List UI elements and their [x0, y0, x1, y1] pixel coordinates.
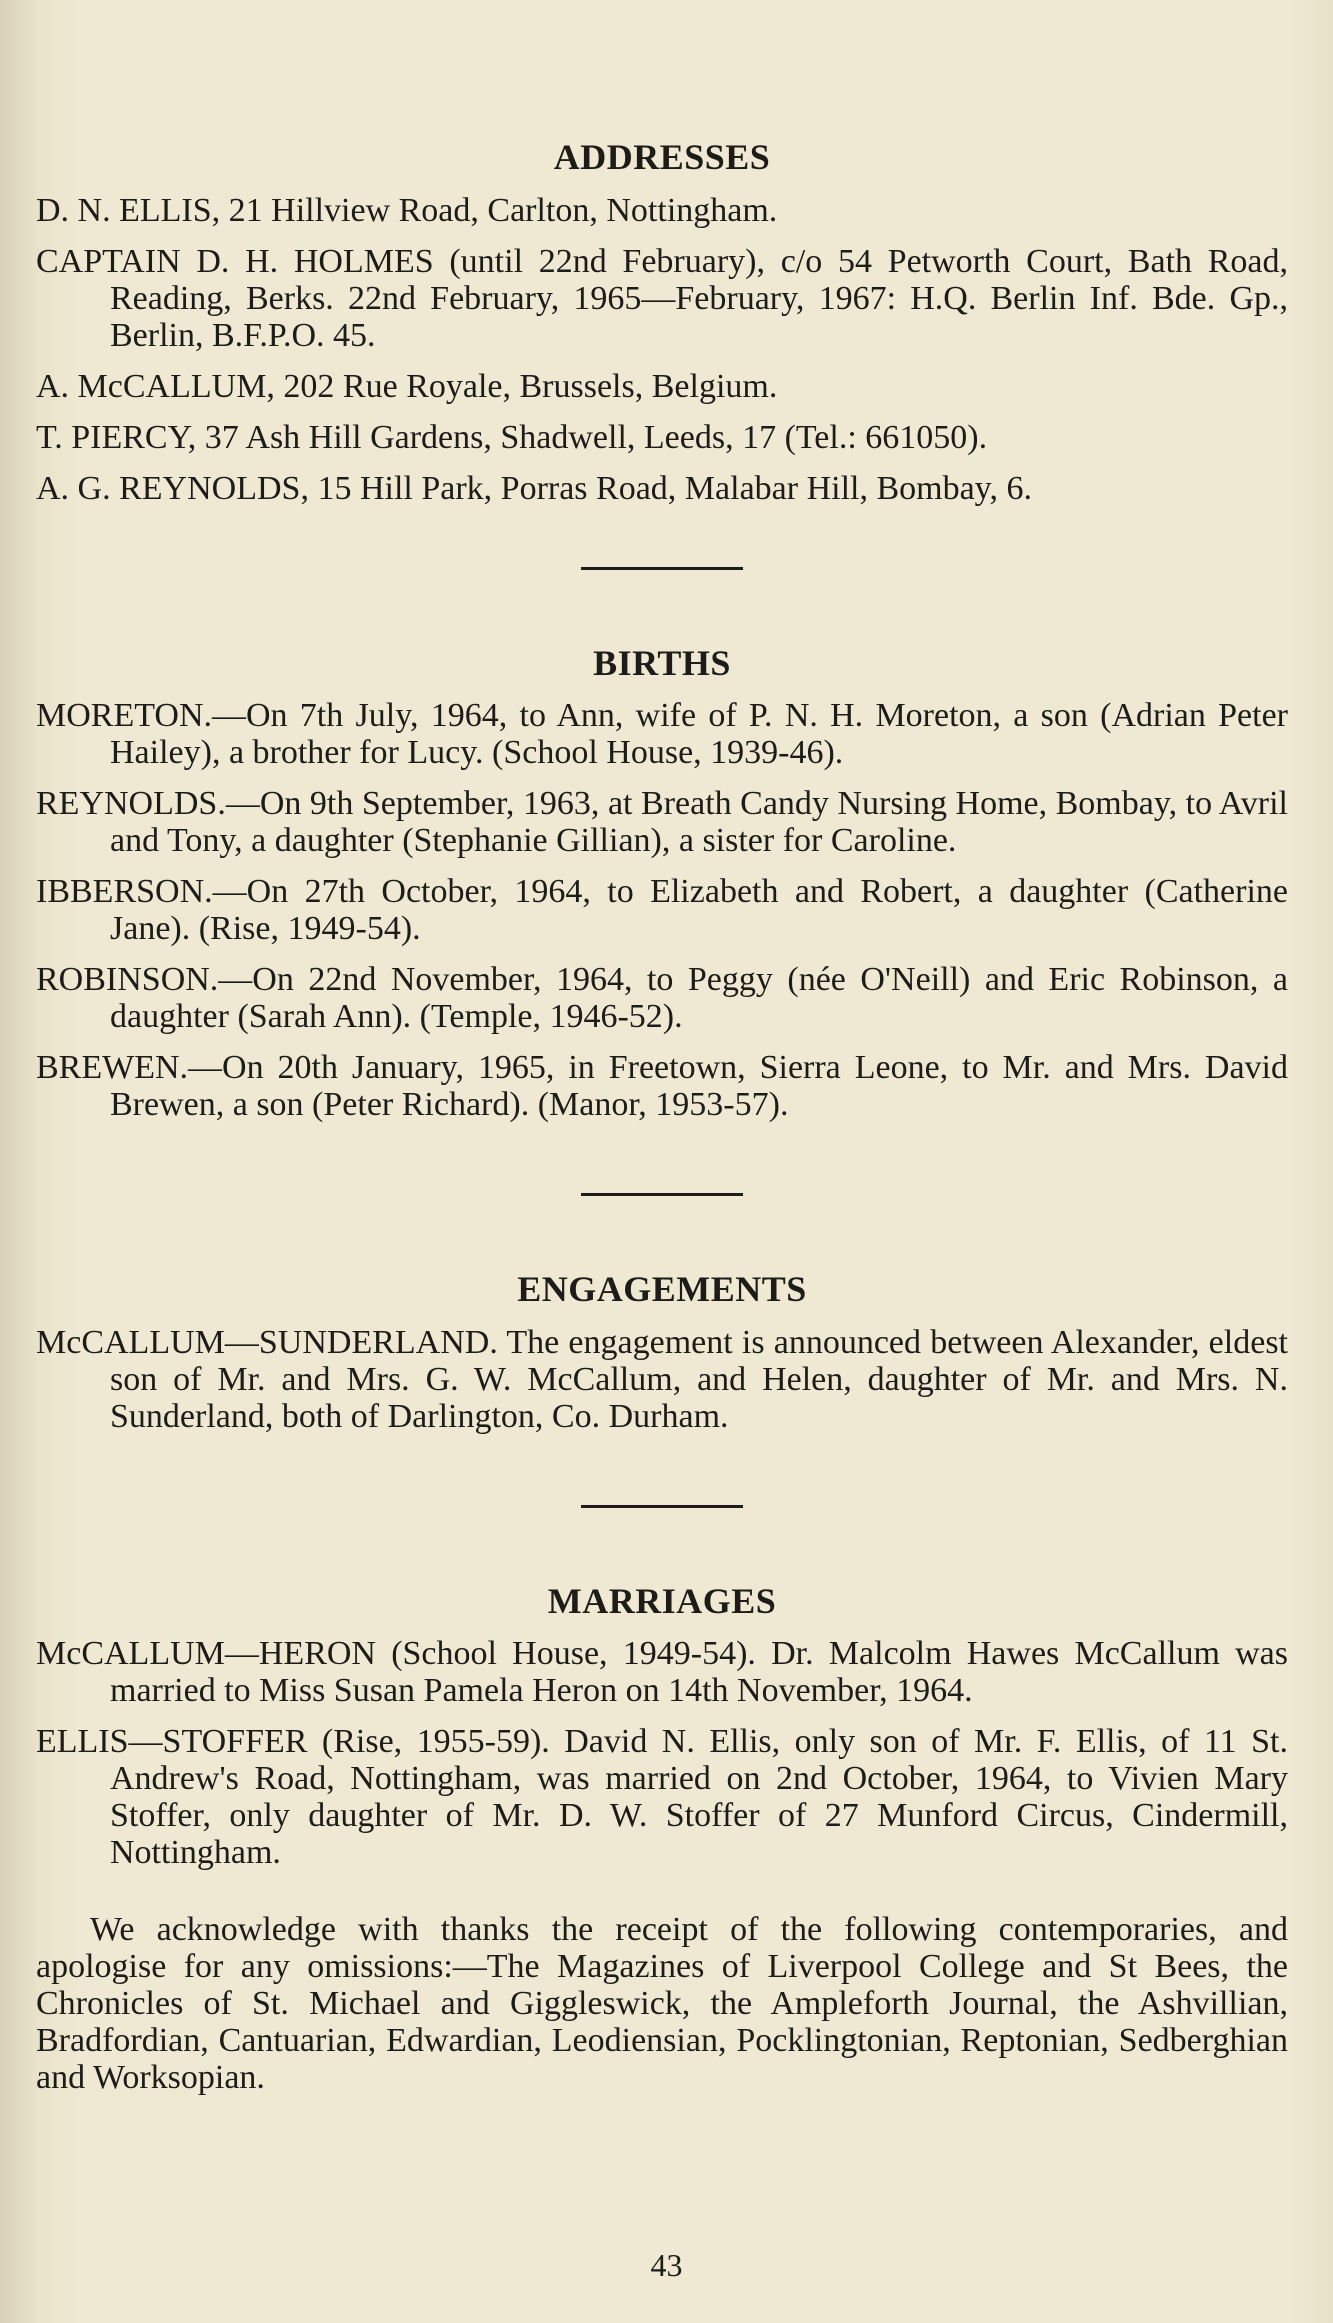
engagements-heading: ENGAGEMENTS [517, 1269, 807, 1310]
address-entry: CAPTAIN D. H. HOLMES (until 22nd February), c/o 54 Petworth Court, Bath Road, Reading, Berks. 22nd February, 1965—February, 1967: H.Q. Berlin Inf. Bde. Gp., Berlin, B.F.P.O. 45. [36, 242, 1288, 354]
birth-entry: ROBINSON.—On 22nd November, 1964, to Peggy (née O'Neill) and Eric Robinson, a daughter (Sarah Ann). (Temple, 1946-52). [36, 961, 1288, 1036]
birth-entry: REYNOLDS.—On 9th September, 1963, at Breath Candy Nursing Home, Bombay, to Avril and Tony, a daughter (Stephanie Gillian), a sister for Caroline. [36, 785, 1288, 860]
page-content [36, 138, 1288, 2096]
births-section [36, 644, 1288, 1124]
marriages-heading: MARRIAGES [547, 1580, 777, 1621]
section-divider [581, 567, 743, 570]
birth-entry: BREWEN.—On 20th January, 1965, in Freetown, Sierra Leone, to Mr. and Mrs. David Brewen, a son (Peter Richard). (Manor, 1953-57). [36, 1049, 1288, 1124]
addresses-heading: ADDRESSES [553, 137, 771, 177]
acknowledgement-paragraph: We acknowledge with thanks the receipt of the following contemporaries, and apologise for any omissions:—The Magazines of Liverpool College and St Bees, the Chronicles of St. Michael and Giggleswick, the Ampleforth Journal, the Ashvillian, Bradfordian, Cantuarian, Edwardian, Leodiensian, Pocklingtonian, Reptonian, Sedberghian and Worksopian. [36, 1911, 1288, 2097]
birth-entry: IBBERSON.—On 27th October, 1964, to Elizabeth and Robert, a daughter (Catherine Jane). (Rise, 1949-54). [36, 873, 1288, 948]
section-divider [581, 1193, 743, 1196]
births-heading: BIRTHS [593, 642, 731, 683]
address-entry: A. McCALLUM, 202 Rue Royale, Brussels, Belgium. [36, 367, 778, 405]
section-divider [581, 1505, 743, 1508]
page-number: 43 [650, 2247, 683, 2283]
marriage-entry: McCALLUM—HERON (School House, 1949-54). Dr. Malcolm Hawes McCallum was married to Miss Susan Pamela Heron on 14th November, 1964. [36, 1635, 1288, 1710]
birth-entry: MORETON.—On 7th July, 1964, to Ann, wife of P. N. H. Moreton, a son (Adrian Peter Hailey), a brother for Lucy. (School House, 1939-46). [36, 697, 1288, 772]
addresses-section [36, 138, 1288, 507]
marriage-entry: ELLIS—STOFFER (Rise, 1955-59). David N. Ellis, only son of Mr. F. Ellis, of 11 St. Andrew's Road, Nottingham, was married on 2nd October, 1964, to Vivien Mary Stoffer, only daughter of Mr. D. W. Stoffer of 27 Munford Circus, Cindermill, Nottingham. [36, 1723, 1288, 1872]
engagement-entry: McCALLUM—SUNDERLAND. The engagement is announced between Alexander, eldest son of Mr. and Mrs. G. W. McCallum, and Helen, daughter of Mr. and Mrs. N. Sunderland, both of Darlington, Co. Durham. [36, 1323, 1288, 1435]
marriages-section [36, 1582, 1288, 1872]
engagements-section [36, 1270, 1288, 1435]
address-entry: D. N. ELLIS, 21 Hillview Road, Carlton, Nottingham. [36, 191, 778, 229]
address-entry: A. G. REYNOLDS, 15 Hill Park, Porras Road, Malabar Hill, Bombay, 6. [36, 469, 1032, 507]
address-entry: T. PIERCY, 37 Ash Hill Gardens, Shadwell, Leeds, 17 (Tel.: 661050). [36, 418, 988, 456]
